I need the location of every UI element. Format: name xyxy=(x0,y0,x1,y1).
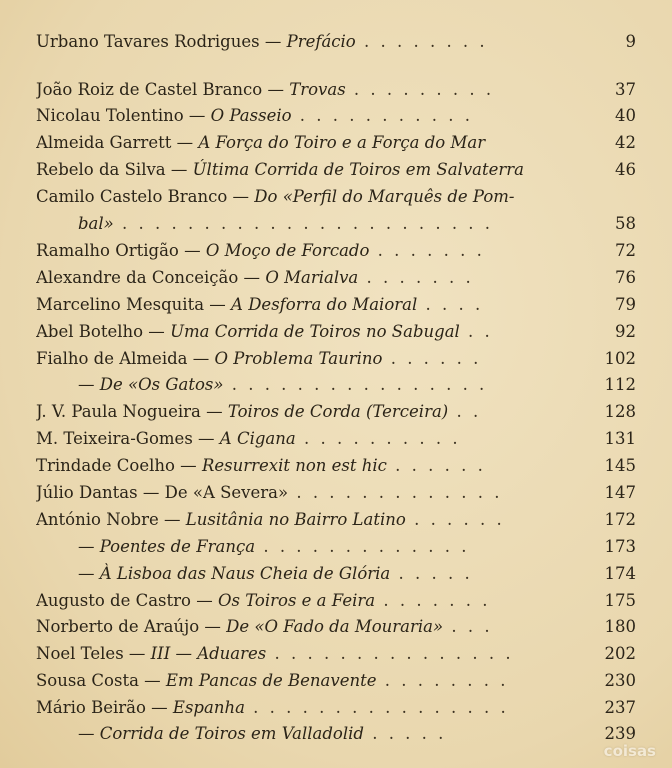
watermark: coisas xyxy=(603,742,656,760)
leader-dots: . . xyxy=(459,322,493,341)
toc-entry-text xyxy=(78,372,608,398)
author: Camilo Castelo Branco xyxy=(36,187,228,206)
toc-entry xyxy=(36,399,636,425)
page-number: 46 xyxy=(615,160,636,179)
leader-dots: . . . . . . . . . . . . . xyxy=(255,537,470,556)
toc-entry-text xyxy=(36,103,608,129)
separator: — xyxy=(143,322,171,341)
toc-entry-text xyxy=(36,507,608,533)
leader-dots: . . . . . . . . xyxy=(355,32,488,51)
separator: — xyxy=(262,80,290,99)
toc-entry-text xyxy=(36,265,608,291)
separator: — xyxy=(78,375,100,394)
page-number: 40 xyxy=(615,106,636,125)
leader-dots: . . . . . . . . xyxy=(376,671,509,690)
toc-entry xyxy=(36,157,636,183)
work-title: De «O Fado da Mouraria» xyxy=(226,617,444,636)
toc-entry xyxy=(36,184,636,210)
separator: — xyxy=(137,483,165,502)
separator: — xyxy=(227,187,255,206)
toc-entry-text xyxy=(78,211,608,237)
separator: — xyxy=(187,349,215,368)
toc-entry xyxy=(36,426,636,452)
toc-entry-text xyxy=(36,29,608,55)
toc-entry xyxy=(36,641,636,667)
author: Ramalho Ortigão xyxy=(36,241,179,260)
toc-entry xyxy=(36,238,636,264)
page-number: 102 xyxy=(604,349,636,368)
separator: — xyxy=(123,644,151,663)
page-number: 175 xyxy=(604,591,636,610)
toc-entry-text xyxy=(36,292,608,318)
separator: — xyxy=(259,32,287,51)
toc-entry-text xyxy=(36,319,608,345)
author: Abel Botelho xyxy=(36,322,144,341)
separator: — xyxy=(174,456,202,475)
toc-entry xyxy=(36,319,636,345)
leader-dots: . . . . . xyxy=(363,724,447,743)
toc-entry-text xyxy=(36,695,608,721)
work-title: Espanha xyxy=(172,698,245,717)
separator: — xyxy=(78,537,100,556)
work-title: O Problema Taurino xyxy=(214,349,383,368)
page-number: 79 xyxy=(615,295,636,314)
work-title: bal» xyxy=(78,214,114,233)
work-title: Uma Corrida de Toiros no Sabugal xyxy=(170,322,460,341)
leader-dots: . . . . . . xyxy=(386,456,486,475)
toc-entry xyxy=(36,721,636,747)
page-number: 145 xyxy=(604,456,636,475)
toc-entry xyxy=(36,588,636,614)
work-title: O Passeio xyxy=(210,106,292,125)
leader-dots: . . . . . . . . . . . . . xyxy=(288,483,503,502)
work-title: Lusitânia no Bairro Latino xyxy=(185,510,406,529)
toc-entry-text xyxy=(36,480,608,506)
toc-entry-text xyxy=(36,130,608,156)
toc-entry-text xyxy=(36,77,608,103)
toc-entry xyxy=(36,534,636,560)
work-title: Os Toiros e a Feira xyxy=(217,591,376,610)
author: Augusto de Castro xyxy=(36,591,191,610)
toc-entry-text xyxy=(78,721,608,747)
page-number: 202 xyxy=(604,644,636,663)
toc-entry xyxy=(36,130,636,156)
page-number: 180 xyxy=(604,617,636,636)
toc-entry-text xyxy=(36,641,608,667)
author: António Nobre xyxy=(36,510,159,529)
page-number: 131 xyxy=(604,429,636,448)
leader-dots: . . . . . . . xyxy=(369,241,485,260)
page-number: 174 xyxy=(604,564,636,583)
page-number: 172 xyxy=(604,510,636,529)
toc-entry xyxy=(36,211,636,237)
toc-entry xyxy=(36,29,636,55)
page-number: 42 xyxy=(615,133,636,152)
work-title: De «A Severa» xyxy=(164,483,289,502)
separator: — xyxy=(145,698,173,717)
separator: — xyxy=(78,564,100,583)
separator: — xyxy=(183,106,211,125)
author: Júlio Dantas xyxy=(36,483,138,502)
page-number: 58 xyxy=(615,214,636,233)
leader-dots: . . . . . xyxy=(390,564,473,583)
page-number: 37 xyxy=(615,80,636,99)
work-title: III — Aduares xyxy=(150,644,267,663)
author: Almeida Garrett xyxy=(36,133,172,152)
toc-entry xyxy=(36,77,636,103)
work-title: A Força do Toiro e a Força do Mar xyxy=(198,133,486,152)
toc-entry-text xyxy=(36,668,608,694)
separator: — xyxy=(204,295,232,314)
work-title: Resurrexit non est hic xyxy=(201,456,387,475)
work-title: De «Os Gatos» xyxy=(99,375,224,394)
page-number: 72 xyxy=(615,241,636,260)
toc-entry-text xyxy=(36,238,608,264)
leader-dots: . . . . . . xyxy=(382,349,482,368)
author: Norberto de Araújo xyxy=(36,617,200,636)
work-title: Do «Perfil do Marquês de Pom- xyxy=(254,187,515,206)
work-title: O Moço de Forcado xyxy=(205,241,370,260)
work-title: Em Pancas de Benavente xyxy=(165,671,377,690)
separator: — xyxy=(78,724,100,743)
leader-dots: . . . . . . . . . . . . . . . . . . . . . . . xyxy=(113,214,494,233)
leader-dots: . . . . . . . . . . . . . . . xyxy=(266,644,514,663)
leader-dots: . . . . . . . xyxy=(375,591,491,610)
work-title: A Cigana xyxy=(219,429,296,448)
leader-dots: . . xyxy=(448,402,482,421)
toc-entry xyxy=(36,561,636,587)
author: Fialho de Almeida xyxy=(36,349,188,368)
leader-dots: . . . . . . . . . . . . . . . . xyxy=(223,375,488,394)
leader-dots: . . . . xyxy=(417,295,484,314)
toc-entry xyxy=(36,480,636,506)
toc-entry xyxy=(36,453,636,479)
work-title: O Marialva xyxy=(265,268,359,287)
separator: — xyxy=(190,591,218,610)
author: Urbano Tavares Rodrigues xyxy=(36,32,260,51)
leader-dots: . . . . . . . . . . . . . . . . xyxy=(244,698,509,717)
author: Mário Beirão xyxy=(36,698,146,717)
page-number: 173 xyxy=(604,537,636,556)
leader-dots: . . . . . . . . . . xyxy=(295,429,461,448)
separator: — xyxy=(158,510,186,529)
toc-entry xyxy=(36,668,636,694)
work-title: Última Corrida de Toiros em Salvaterra xyxy=(192,160,524,179)
separator: — xyxy=(138,671,166,690)
author: Trindade Coelho xyxy=(36,456,175,475)
toc-entry xyxy=(36,614,636,640)
page-number: 76 xyxy=(615,268,636,287)
toc-entry xyxy=(36,103,636,129)
work-title: Poentes de França xyxy=(99,537,256,556)
work-title: Corrida de Toiros em Valladolid xyxy=(99,724,364,743)
author: Marcelino Mesquita xyxy=(36,295,205,314)
page-number: 112 xyxy=(604,375,636,394)
separator: — xyxy=(165,160,193,179)
separator: — xyxy=(178,241,206,260)
toc-entry-text xyxy=(36,157,608,183)
work-title: Trovas xyxy=(289,80,346,99)
author: Rebelo da Silva xyxy=(36,160,166,179)
separator: — xyxy=(192,429,220,448)
author: Sousa Costa xyxy=(36,671,139,690)
separator: — xyxy=(200,402,228,421)
toc-entry xyxy=(36,695,636,721)
page-number: 147 xyxy=(604,483,636,502)
toc-entry-text xyxy=(36,614,608,640)
leader-dots: . . . xyxy=(443,617,493,636)
author: João Roiz de Castel Branco xyxy=(36,80,263,99)
toc-entry-text xyxy=(78,534,608,560)
leader-dots: . . . . . . . . . xyxy=(345,80,495,99)
separator: — xyxy=(238,268,266,287)
page-number: 230 xyxy=(604,671,636,690)
toc-entry-text xyxy=(36,399,608,425)
author: Noel Teles xyxy=(36,644,124,663)
toc-entry xyxy=(36,507,636,533)
toc-entry-text xyxy=(36,426,608,452)
author: J. V. Paula Nogueira xyxy=(36,402,201,421)
page-number: 128 xyxy=(604,402,636,421)
author: M. Teixeira-Gomes xyxy=(36,429,193,448)
toc-entry-text xyxy=(36,346,608,372)
toc-entry-text xyxy=(36,453,608,479)
work-title: A Desforra do Maioral xyxy=(231,295,418,314)
page-number: 92 xyxy=(615,322,636,341)
work-title: Toiros de Corda (Terceira) xyxy=(227,402,449,421)
toc-entry xyxy=(36,346,636,372)
leader-dots: . . . . . . . . . . . xyxy=(291,106,473,125)
toc-entry xyxy=(36,372,636,398)
toc-entry-text xyxy=(36,184,608,210)
author: Nicolau Tolentino xyxy=(36,106,184,125)
separator: — xyxy=(199,617,227,636)
author: Alexandre da Conceição xyxy=(36,268,239,287)
leader-dots: . . . . . . xyxy=(405,510,505,529)
leader-dots: . . . . . . . xyxy=(358,268,474,287)
page-number: 9 xyxy=(625,32,636,51)
work-title: Prefácio xyxy=(286,32,356,51)
page-number: 237 xyxy=(604,698,636,717)
page-number: 239 xyxy=(604,724,636,743)
toc-entry-text xyxy=(36,588,608,614)
separator: — xyxy=(171,133,199,152)
work-title: À Lisboa das Naus Cheia de Glória xyxy=(99,564,391,583)
toc-entry xyxy=(36,265,636,291)
toc-entry xyxy=(36,292,636,318)
toc-entry-text xyxy=(78,561,608,587)
